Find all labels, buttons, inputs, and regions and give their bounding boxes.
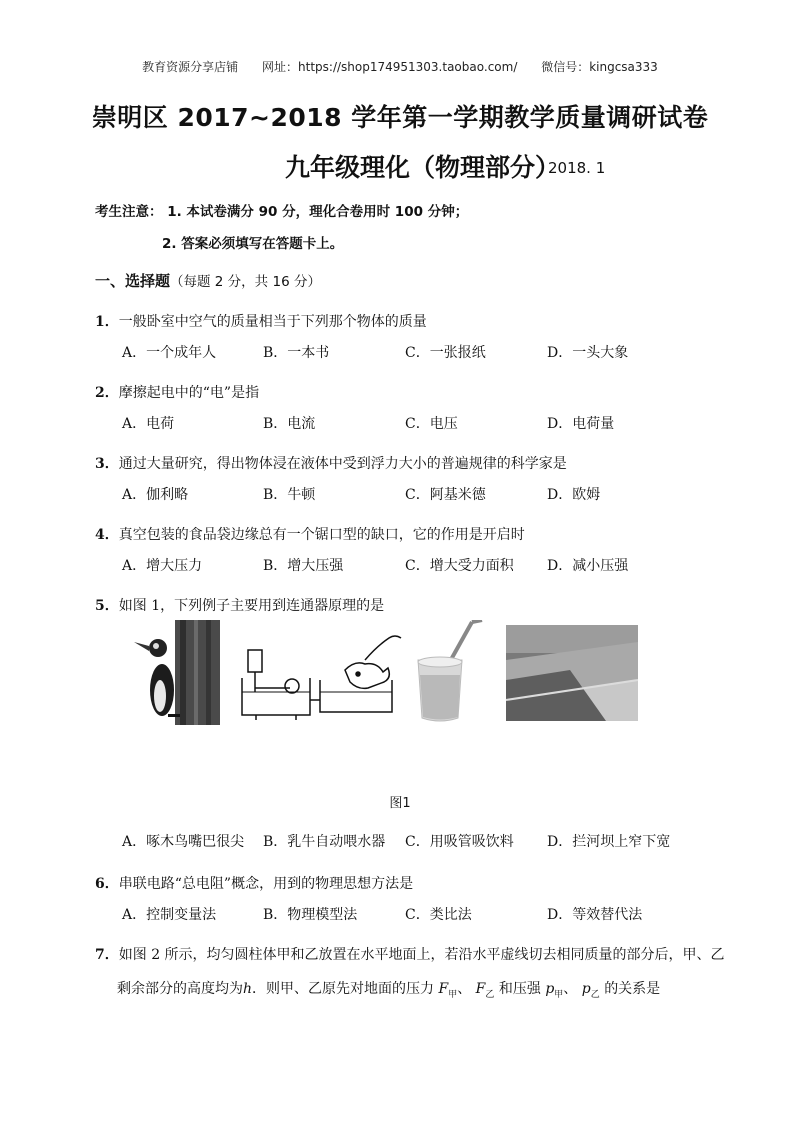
exam-title: 崇明区 2017~2018 学年第一学期教学质量调研试卷: [91, 103, 709, 132]
option-c[interactable]: C．增大受力面积: [405, 558, 514, 574]
question-number: 5．: [95, 598, 119, 614]
subscript-jia: 甲: [448, 989, 458, 1000]
option-c[interactable]: C．用吸管吸饮料: [405, 834, 514, 850]
option-a[interactable]: A．一个成年人: [122, 345, 217, 361]
shop-name: 教育资源分享店铺: [142, 60, 239, 74]
option-a[interactable]: A．电荷: [122, 416, 175, 432]
subscript-yi: 乙: [590, 989, 600, 1000]
option-d[interactable]: D．欧姆: [547, 487, 601, 503]
option-d[interactable]: D．等效替代法: [547, 907, 643, 923]
cow-water-feeder-diagram: [242, 636, 401, 720]
question-text: 如图 2 所示，均匀圆柱体甲和乙放置在水平地面上，若沿水平虚线切去相同质量的部分后，甲、乙: [118, 947, 725, 963]
question-3: [95, 453, 567, 473]
subscript-jia: 甲: [554, 989, 564, 1000]
height-symbol: h: [243, 981, 253, 997]
option-b[interactable]: B．增大压强: [263, 558, 344, 574]
notice-label: 考生注意：: [95, 204, 163, 220]
option-a[interactable]: A．啄木鸟嘴巴很尖: [122, 834, 245, 850]
option-d[interactable]: D．一头大象: [547, 345, 629, 361]
exam-subtitle: 九年级理化（物理部分）: [285, 153, 561, 182]
option-b[interactable]: B．电流: [263, 416, 316, 432]
question-text-part: 的关系是: [604, 981, 661, 997]
question-6: [95, 873, 413, 893]
question-2-options: [122, 413, 742, 433]
separator: 、: [457, 981, 472, 997]
option-b[interactable]: B．一本书: [263, 345, 330, 361]
question-6-options: [122, 904, 742, 924]
separator: 、: [563, 981, 578, 997]
question-text: 一般卧室中空气的质量相当于下列那个物体的质量: [118, 314, 427, 330]
question-text: 如图 1，下列例子主要用到连通器原理的是: [118, 598, 385, 614]
dam-image: [506, 625, 638, 721]
question-text: 真空包装的食品袋边缘总有一个锯口型的缺口，它的作用是开启时: [118, 527, 525, 543]
option-d[interactable]: D．拦河坝上窄下宽: [547, 834, 671, 850]
option-a[interactable]: A．伽利略: [122, 487, 189, 503]
pressure-symbol: p: [581, 981, 591, 997]
option-c[interactable]: C．一张报纸: [405, 345, 486, 361]
question-5-options: [122, 831, 742, 851]
force-symbol: F: [475, 981, 486, 997]
drink-with-straw-image: [418, 620, 482, 721]
question-number: 3．: [95, 456, 119, 472]
question-number: 1．: [95, 314, 119, 330]
question-2: [95, 382, 259, 402]
option-a[interactable]: A．增大压力: [122, 558, 203, 574]
option-b[interactable]: B．牛顿: [263, 487, 316, 503]
option-d[interactable]: D．减小压强: [547, 558, 629, 574]
question-4-options: [122, 555, 742, 575]
question-text-part: 剩余部分的高度均为: [117, 981, 243, 997]
subscript-yi: 乙: [485, 989, 495, 1000]
wechat-id: 微信号：kingcsa333: [541, 60, 658, 74]
question-7-line-2: [117, 978, 660, 1000]
option-b[interactable]: B．物理模型法: [263, 907, 358, 923]
question-3-options: [122, 484, 742, 504]
question-5: [95, 595, 384, 615]
section-title: 一、选择题: [95, 272, 171, 290]
woodpecker-image: [134, 620, 220, 725]
question-text: 串联电路“总电阻”概念，用到的物理思想方法是: [118, 876, 414, 892]
question-number: 2．: [95, 385, 119, 401]
pressure-symbol: p: [545, 981, 555, 997]
figure-1-illustrations: [130, 620, 640, 725]
shop-url[interactable]: 网址：https://shop174951303.taobao.com/: [262, 60, 518, 74]
question-7: [95, 944, 725, 964]
question-number: 4．: [95, 527, 119, 543]
option-b[interactable]: B．乳牛自动喂水器: [263, 834, 386, 850]
figure-1-caption: 图1: [389, 796, 411, 811]
option-c[interactable]: C．阿基米德: [405, 487, 486, 503]
notice-item-1: 1. 本试卷满分 90 分，理化合卷用时 100 分钟；: [167, 204, 469, 220]
question-text-part: 和压强: [498, 981, 541, 997]
question-4: [95, 524, 525, 544]
section-points: （每题 2 分，共 16 分）: [170, 274, 321, 290]
option-a[interactable]: A．控制变量法: [122, 907, 217, 923]
question-text: 通过大量研究，得出物体浸在液体中受到浮力大小的普遍规律的科学家是: [118, 456, 567, 472]
question-number: 6．: [95, 876, 119, 892]
page-header: [0, 58, 800, 75]
question-text-part: ．则甲、乙原先对地面的压力: [252, 981, 435, 997]
notice-item-2: 2. 答案必须填写在答题卡上。: [162, 236, 344, 252]
question-1: [95, 311, 427, 331]
notice-line-2: [162, 232, 343, 252]
exam-date: 2018. 1: [548, 159, 606, 177]
notice-line-1: [95, 200, 468, 220]
question-number: 7．: [95, 947, 119, 963]
force-symbol: F: [438, 981, 449, 997]
option-d[interactable]: D．电荷量: [547, 416, 615, 432]
question-text: 摩擦起电中的“电”是指: [118, 385, 260, 401]
section-heading: [95, 270, 321, 291]
option-c[interactable]: C．类比法: [405, 907, 472, 923]
question-1-options: [122, 342, 742, 362]
option-c[interactable]: C．电压: [405, 416, 458, 432]
